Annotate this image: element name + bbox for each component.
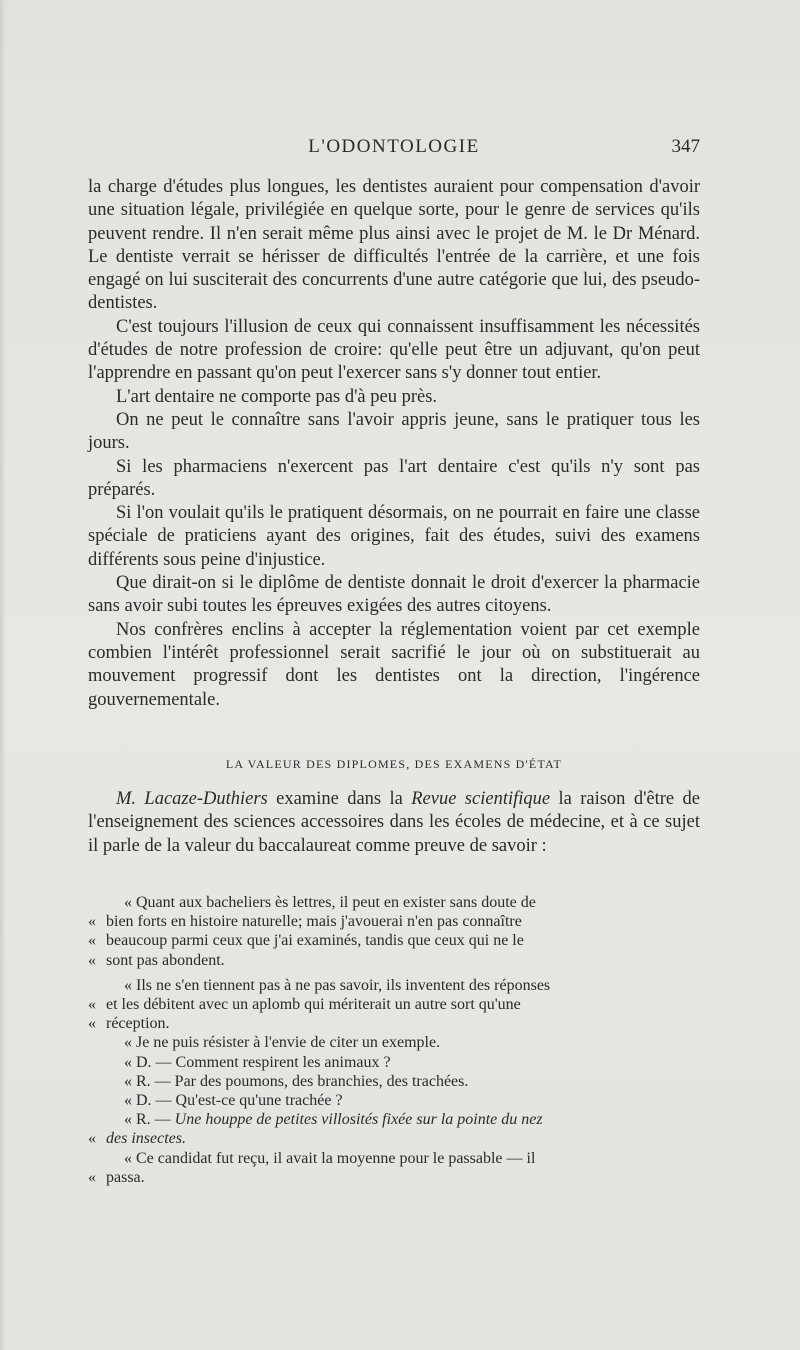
quote-text-run: « Quant aux bacheliers ès lettres, il peut en exister sans doute de (124, 894, 536, 911)
quote-mark: « (88, 1015, 96, 1033)
paragraph: Nos confrères enclins à accepter la réglementation voient par cet exemple combien l'intérêt professionnel serait sacrifié le jour où on substituerait au mouvement progressif dont les dentistes ont la direction, l'ingérence gouvernementale. (88, 619, 700, 710)
paragraph: Si les pharmaciens n'exercent pas l'art dentaire c'est qu'ils n'y sont pas préparés. (88, 456, 700, 500)
quote-text (106, 1129, 700, 1148)
paragraph: On ne peut le connaître sans l'avoir appris jeune, sans le pratiquer tous les jours. (88, 409, 700, 454)
quote-line (88, 912, 700, 931)
quote-text-run: « R. — Par des poumons, des branchies, des trachées. (124, 1072, 469, 1090)
quote-mark (88, 1110, 106, 1129)
quote-text (106, 1053, 700, 1072)
quote-text (106, 912, 700, 931)
quote-text (106, 1072, 700, 1091)
quote-text (106, 976, 700, 995)
quote-text (106, 1149, 700, 1168)
quote-text (106, 1110, 700, 1129)
quote-line (88, 1110, 700, 1129)
page-header (88, 132, 700, 162)
quote-text (106, 951, 700, 970)
quote-mark (88, 1072, 106, 1091)
quote-text-run: « D. — Qu'est-ce qu'une trachée ? (124, 1092, 343, 1110)
quote-mark: « (88, 951, 96, 969)
quote-line (88, 1072, 700, 1091)
quote-line (88, 1053, 700, 1072)
quote-text (106, 995, 700, 1014)
intro-paragraph (88, 788, 700, 858)
page-edge-shadow (0, 0, 6, 1350)
quote-mark (88, 1033, 106, 1052)
paragraph: Que dirait-on si le diplôme de dentiste donnait le droit d'exercer la pharmacie sans avoir subi toutes les épreuves exigées des autres citoyens. (88, 573, 700, 617)
quote-mark: « (88, 932, 96, 950)
quote-line (88, 1168, 700, 1187)
quote-line (88, 976, 700, 995)
quote-line (88, 1014, 700, 1033)
quote-text-run: et les débitent avec un aplomb qui mériterait un autre sort qu'une (106, 996, 521, 1014)
quote-line (88, 1091, 700, 1110)
section-title: LA VALEUR DES DIPLOMES, DES EXAMENS D'ÉTAT (225, 757, 563, 771)
intro-text-a: examine dans la (267, 789, 412, 809)
paragraph: C'est toujours l'illusion de ceux qui connaissent insuffisamment les nécessités d'études de notre profession de croire: qu'elle peut être un adjuvant, qu'on peut l'apprendre en passant qu'on peut l'exercer sans s'y donner tout entier. (88, 316, 700, 384)
author-name: M. Lacaze-Duthiers (116, 789, 268, 809)
quotation-block (88, 893, 700, 1187)
quote-text-run: « R. — (124, 1111, 175, 1129)
body-text (88, 176, 700, 712)
quote-line (88, 1149, 700, 1168)
quote-line (88, 893, 700, 912)
quote-mark (88, 1053, 106, 1072)
quote-line (88, 1033, 700, 1052)
quote-text (106, 1014, 700, 1033)
page-number: 347 (671, 136, 700, 157)
quote-line (88, 951, 700, 970)
quote-mark: « (88, 913, 96, 931)
quote-text-run: passa. (106, 1168, 145, 1186)
quote-text-run: beaucoup parmi ceux que j'ai examinés, tandis que ceux qui ne le (106, 932, 524, 950)
running-title: L'ODONTOLOGIE (308, 136, 480, 157)
quote-text (106, 1091, 700, 1110)
quote-text-run: bien forts en histoire naturelle; mais j'avouerai n'en pas connaître (106, 913, 522, 931)
quote-text-run: « D. — Comment respirent les animaux ? (124, 1053, 391, 1071)
quote-text-run: « Ce candidat fut reçu, il avait la moyenne pour le passable — il (124, 1149, 536, 1167)
quote-mark: « (88, 996, 96, 1014)
quote-line (88, 1129, 700, 1148)
quote-mark: « (88, 1168, 96, 1186)
journal-title: Revue scientifique (411, 789, 551, 809)
quote-italic-run: des insectes. (106, 1130, 186, 1148)
quote-text (106, 931, 700, 950)
quote-mark (88, 976, 106, 995)
quote-text-run: « Ils ne s'en tiennent pas à ne pas savoir, ils inventent des réponses (124, 976, 551, 994)
paragraph: L'art dentaire ne comporte pas d'à peu près. (116, 386, 438, 407)
quote-mark (88, 1091, 106, 1110)
intro-text (88, 788, 700, 858)
quote-text (106, 1033, 700, 1052)
quote-line (88, 995, 700, 1014)
quote-text-run: « Je ne puis résister à l'envie de citer un exemple. (124, 1034, 441, 1052)
quote-line (88, 931, 700, 950)
paragraph: Si l'on voulait qu'ils le pratiquent désormais, on ne pourrait en faire une classe spéciale de praticiens ayant des origines, fait des études, suivi des examens différents sous peine d'injustice. (88, 503, 700, 570)
quote-text (106, 893, 700, 912)
quote-italic-run: Une houppe de petites villosités fixée sur la pointe du nez (174, 1111, 543, 1129)
quote-text (106, 1168, 700, 1187)
quote-mark (88, 893, 106, 912)
intro-text-b: la raison d'être de l'enseignement des sciences accessoires dans les écoles de médecine, et à ce sujet il parle de la valeur du baccalaureat comme preuve de savoir : (88, 789, 700, 856)
paragraph: la charge d'études plus longues, les dentistes auraient pour compensation d'avoir une situation légale, privilégiée en quelque sorte, pour le genre de services qu'ils peuvent rendre. Il n'en serait même plus ainsi avec le projet de M. le Dr Ménard. Le dentiste verrait se hérisser de difficultés l'entrée de la carrière, et une fois engagé on lui susciterait des concurrents d'une autre catégorie que lui, des pseudo-dentistes. (88, 177, 700, 314)
quote-text-run: sont pas abondent. (106, 951, 225, 969)
quote-text-run: réception. (106, 1015, 170, 1033)
quote-mark: « (88, 1130, 96, 1148)
quote-mark (88, 1149, 106, 1168)
